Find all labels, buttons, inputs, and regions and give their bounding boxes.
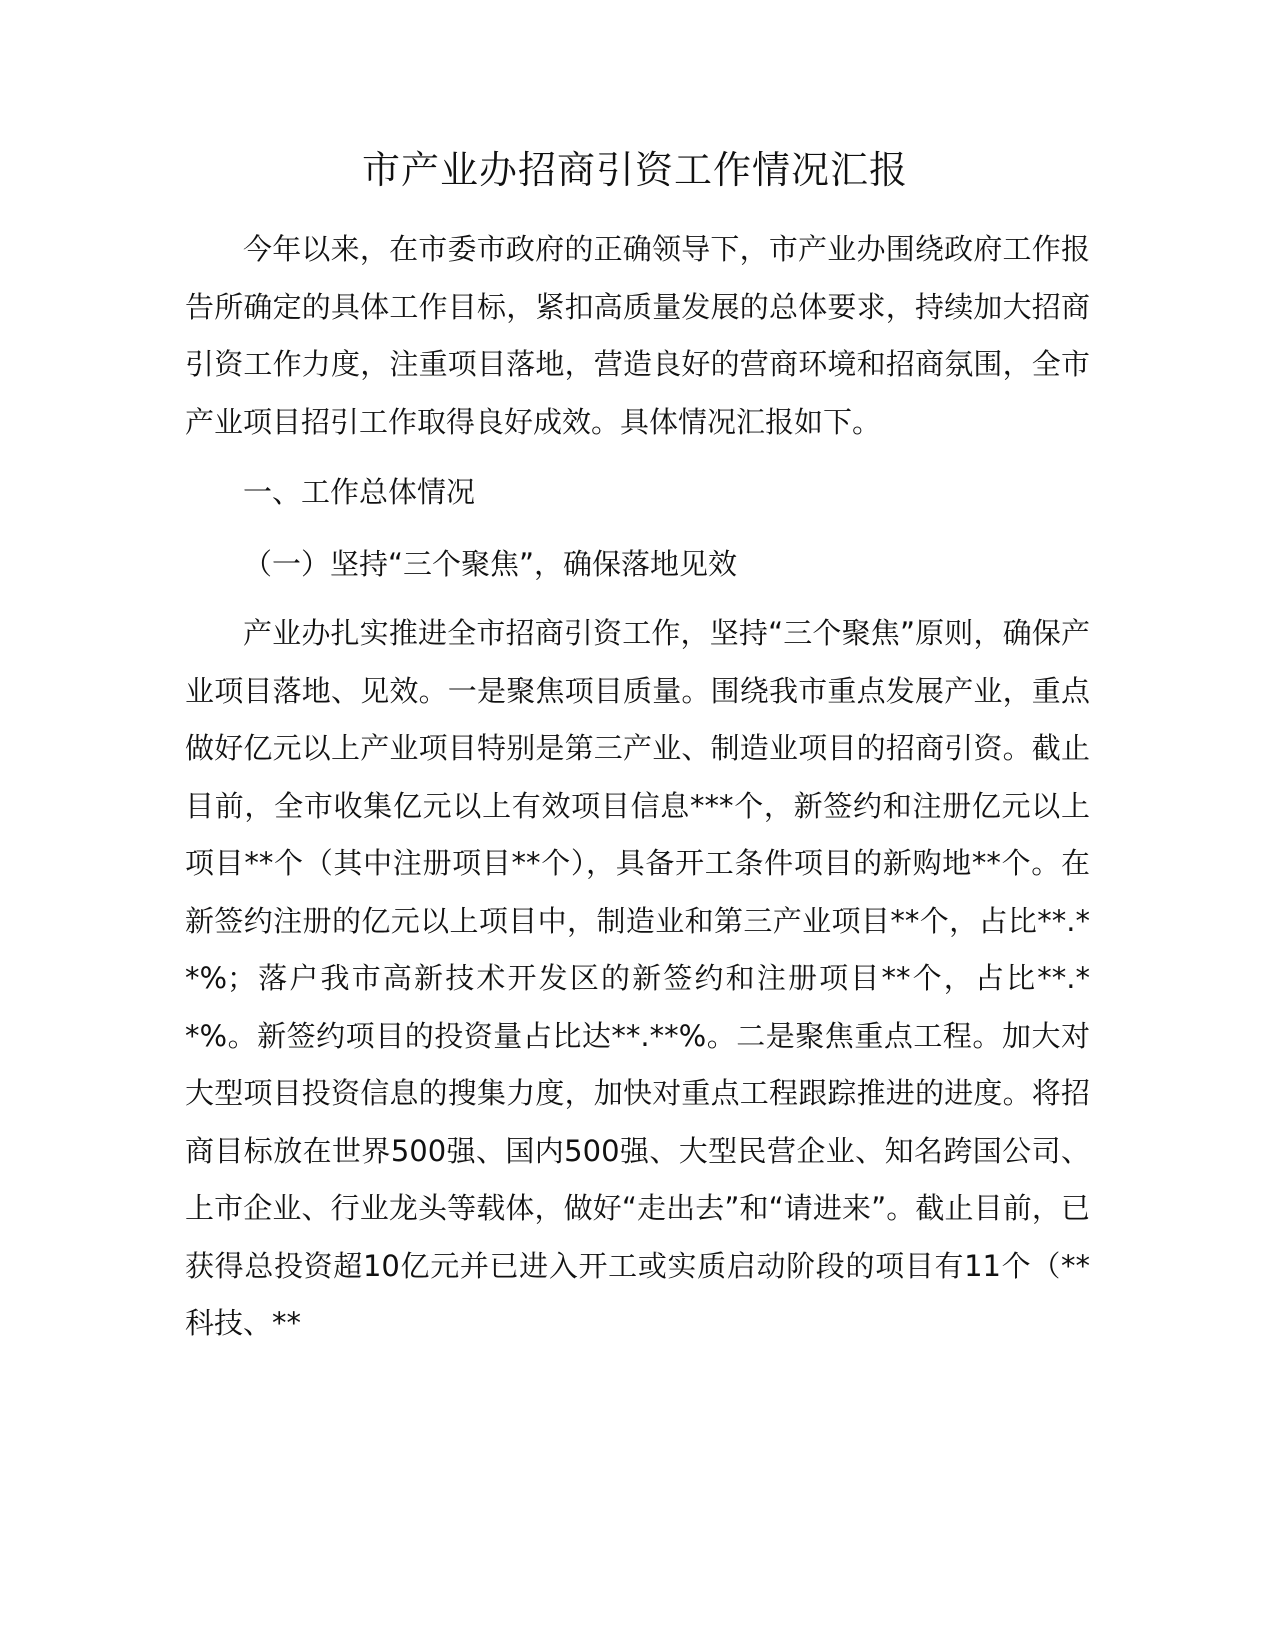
document-title: 市产业办招商引资工作情况汇报 [361,148,908,192]
section-heading: 一、工作总体情况 [243,475,476,509]
subsection-heading: （一）坚持“三个聚焦”，确保落地见效 [243,547,738,581]
document-body [185,221,1090,1353]
intro-paragraph: 今年以来，在市委市政府的正确领导下，市产业办围绕政府工作报告所确定的具体工作目标，紧扣高质量发展的总体要求，持续加大招商引资工作力度，注重项目落地，营造良好的营商环境和招商氛围，全市产业项目招引工作取得良好成效。具体情况汇报如下。 [185,232,1090,439]
subsection-body-paragraph: 产业办扎实推进全市招商引资工作，坚持“三个聚焦”原则，确保产业项目落地、见效。一是聚焦项目质量。围绕我市重点发展产业，重点做好亿元以上产业项目特别是第三产业、制造业项目的招商引资。截止目前，全市收集亿元以上有效项目信息***个，新签约和注册亿元以上项目**个（其中注册项目**个），具备开工条件项目的新购地**个。在新签约注册的亿元以上项目中，制造业和第三产业项目**个，占比**.**%；落户我市高新技术开发区的新签约和注册项目**个，占比**.**%。新签约项目的投资量占比达**.**%。二是聚焦重点工程。加大对大型项目投资信息的搜集力度，加快对重点工程跟踪推进的进度。将招商目标放在世界500强、国内500强、大型民营企业、知名跨国公司、上市企业、行业龙头等载体，做好“走出去”和“请进来”。截止目前，已获得总投资超10亿元并已进入开工或实质启动阶段的项目有11个（**科技、** [185,616,1090,1340]
